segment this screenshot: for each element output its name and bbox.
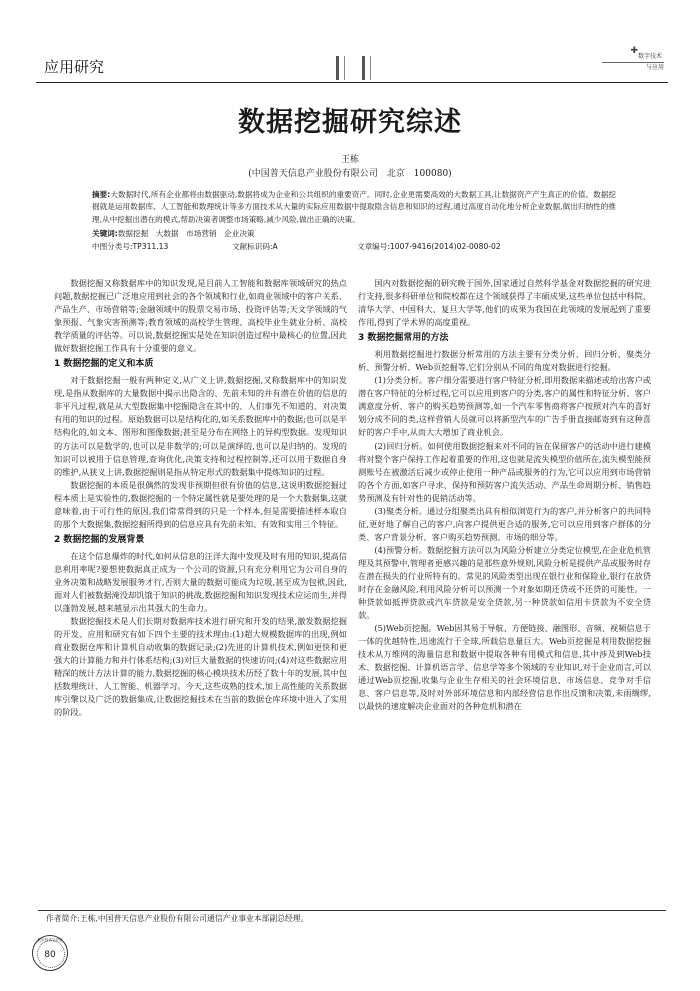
document-code: 文献标识码:A (232, 242, 278, 251)
paragraph: 国内对数据挖掘的研究晚于国外,国家通过自然科学基金对数据挖掘的研究进行支持,很多科研单位和院校都在这个领域获得了丰硕成果,这些单位包括中科院、清华大学、中国科大、复旦大学等,他们的成果为我国在此领域的发展起到了重要作用,得到了学术界的高度重视。 (358, 278, 651, 328)
section-heading: 1 数据挖掘的定义和本质 (54, 359, 154, 370)
paragraph: 数据挖掘技术是人们长期对数据库技术进行研究和开发的结果,激发数据挖掘的开发、应用和研究有如下四个主要的技术理由:(1)超大规模数据库的出现,例如商业数据仓库和计算机自动收集的数据记录;(2)先进的计算机技术,例如更快和更强大的计算能力和并行体系结构;(3)对巨大量数据的快速访问;(4)对这些数据应用精深的统计方法计算的能力,数据挖掘的核心模块技术历经了数十年的发展,其中包括数理统计、人工智能、机器学习。今天,这些成熟的技术,加上高性能的关系数据库引擎以及广泛的数据集成,让数据挖掘技术在当前的数据仓库环境中进入了实用的阶段。 (54, 616, 347, 718)
author-affiliation: (中国普天信息产业股份有限公司 北京 100080) (248, 169, 452, 179)
paper-title: 数据挖掘研究综述 (238, 107, 462, 138)
footnote-divider (38, 910, 666, 911)
clc-number: 中图分类号:TP311.13 (92, 242, 169, 251)
section-label: 应用研究 (44, 58, 105, 76)
keywords (92, 228, 255, 239)
header-divider (370, 56, 371, 80)
paragraph: (4)预警分析。数据挖掘方法可以为风险分析建立分类定位模型,在企业危机管理及其预警中,管理者更感兴趣的是那些意外规则,风险分析是提供产品或服务时存在潜在损失的行业所特有的。常见的风险类型出现在银行业和保险业,银行在放贷时存在金融风险,利用风险分析可以预测一个对象如期还贷或不还贷的可能性。一种贷款如抵押贷款或汽车贷款是安全贷款,另一种贷款如信用卡贷款为不安全贷款。 (358, 544, 651, 621)
keywords-label: 关键词: (92, 229, 118, 238)
abstract-text: 大数据时代,所有企业都将由数据驱动,数据将成为企业和公共组织的重要资产。同时,企业更需要高效的大数据工具,让数据资产产生真正的价值。数据挖掘就是运用数据库、人工智能和数理统计等多方面技术从大量的实际应用数据中提取隐含信息和知识的过程,通过高度自动化地分析企业数据,做出归纳性的推理,从中挖掘出潜在的模式,帮助决策者调整市场策略,减少风险,做出正确的决策。 (92, 190, 616, 224)
logo-text: 数字技术与应用 (37, 938, 63, 942)
paragraph: (1)分类分析。客户细分需要进行客户特征分析,即用数据来描述或给出客户或潜在客户特征的分析过程,它可以应用到客户的分类,客户的属性和特征分析、客户满意度分析、客户的购买趋势预测等,如一个汽车零售商将客户按照对汽车的喜好划分成不同的类,这样营销人员就可以将新型汽车的广告手册直接邮寄到有这种喜好的客户手中,从而大大增加了商业机会。 (358, 375, 651, 438)
paragraph: (3)聚类分析。通过分组聚类出具有相似浏览行为的客户,并分析客户的共同特征,更好地了解自己的客户,向客户提供更合适的服务,它可以应用到客户群体的分类、客户背景分析、客户购买趋势预测、市场的细分等。 (358, 505, 651, 542)
page-number: 80 (44, 950, 56, 960)
header-divider (344, 56, 345, 80)
author-footnote: 作者简介:王栋,中国普天信息产业股份有限公司通信产业事业本部副总经理。 (46, 914, 309, 923)
header-divider (362, 56, 365, 80)
badge-bottom-text: 与应用 (645, 64, 664, 71)
journal-header (36, 44, 668, 83)
paragraph: 数据挖掘又称数据库中的知识发现,是目前人工智能和数据库领域研究的热点问题,数据挖掘已广泛地应用到社会的各个领域和行业,如商业领域中的客户关系、产品生产、市场营销等;金融领域中的股票交易市场、投资评估等;天文学领域的气象预报、气象灾害预测等;教育领域的高校学生管理、高校毕业生就业分析、高校教学质量的评估等。可以说,数据挖掘实是处在知识创造过程中最核心的位置,因此做好数据挖掘工作具有十分重要的意义。 (54, 278, 347, 354)
article-number: 文章编号:1007-9416(2014)02-0080-02 (357, 242, 501, 251)
badge-top-text: 数字技术 (602, 52, 664, 63)
paragraph: (5)Web页挖掘。Web因其易于导航、方便链接、融图形、音频、视频信息于一体的优越特性,迅速流行于全球,所载信息量巨大。Web页挖掘是利用数据挖掘技术从万维网的海量信息和数据中提取各种有用模式和信息,其中涉及到Web技术、数据挖掘、计算机语言学、信息学等多个领域的专业知识,对于企业而言,可以通过Web页挖掘,收集与企业生存相关的社会环境信息、市场信息、竞争对手信息、客户信息等,及时对外部环境信息和内部经营信息作出反馈和决策,未雨绸缪,以最快的速度解决企业面对的各种危机和潜在 (358, 623, 651, 712)
paragraph: 利用数据挖掘进行数据分析常用的方法主要有分类分析、回归分析、聚类分析、预警分析、Web页挖掘等,它们分别从不同的角度对数据进行挖掘。 (358, 349, 651, 373)
section-heading: 3 数据挖掘常用的方法 (358, 333, 449, 344)
keywords-text: 数据挖掘 大数据 市场营销 企业决策 (117, 229, 255, 238)
header-divider (336, 56, 339, 80)
journal-badge (602, 46, 664, 82)
section-heading: 2 数据挖掘的发展背景 (54, 534, 145, 545)
journal-mark-icon: ✚ (630, 46, 638, 56)
left-column (54, 277, 347, 719)
paragraph: (2)回归分析。如何使用数据挖掘来对不同的旨在保留客户的活动中进行建模将对整个客户保持工作起着重要的作用,这也就是流失模型价值所在,流失模型能预测账号在被激活后减少或停止使用一种产品或服务的行为,它可以应用到市场营销的各个方面,如客户寻求、保持和预防客户流失活动、产品生命周期分析、销售趋势预测及有针对性的促销活动等。 (358, 440, 651, 503)
abstract-label: 摘要: (92, 190, 111, 199)
author-name: 王栋 (340, 155, 359, 165)
journal-logo (32, 935, 68, 971)
paragraph: 对于数据挖掘一般有两种定义,从广义上讲,数据挖掘,又称数据库中的知识发现,是指从数据库的大量数据中揭示出隐含的、先前未知的并有潜在价值的信息的非平凡过程,就是从大型数据集中挖掘隐含在其中的、人们事先不知道的、对决策有用的知识的过程。原始数据可以是结构化的,如关系数据库中的数据;也可以是半结构化的,如文本、图形和图像数据;甚至是分布在网络上的异构型数据。发现知识的方法可以是数学的,也可以是非数学的;可以是演绎的,也可以是归纳的。发现的知识可以被用于信息管理,查询优化,决策支持和过程控制等,还可以用于数据自身的维护,从狭义上讲,数据挖掘则是指从特定形式的数据集中提炼知识的过程。 (54, 375, 347, 477)
abstract (92, 189, 616, 226)
paragraph: 在这个信息爆炸的时代,如何从信息的汪洋大海中发现及时有用的知识,提高信息利用率呢?要想使数据真正成为一个公司的资源,只有充分利用它为公司自身的业务决策和战略发展服务才行,否则大量的数据可能成为垃圾,甚至成为包袱,因此,面对人们被数据淹没却饥饿于知识的挑战,数据挖掘和知识发现技术应运而生,并得以蓬勃发展,越来越显示出其强大的生命力。 (54, 550, 347, 614)
right-column (358, 277, 651, 714)
paragraph: 数据挖掘的本质是很偶然的发现非预期但很有价值的信息,这说明数据挖掘过程本质上是实验性的,数据挖掘的一个特定属性就是要处理的是一个大数据集,这就意味着,由于可行性的原因,我们常常得到的只是一个样本,但是需要描述样本取自的那个大数据集,数据挖掘所得到的信息应具有先前未知、有效和实用三个特征。 (54, 479, 347, 529)
